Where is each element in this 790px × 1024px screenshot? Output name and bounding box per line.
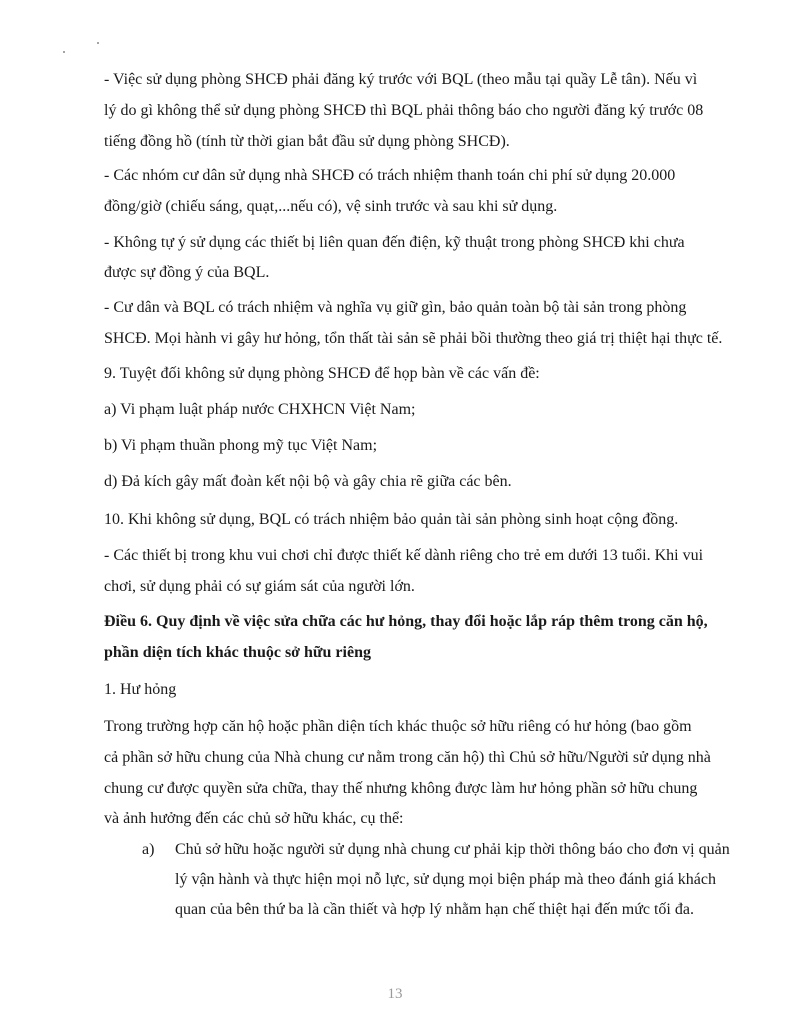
item-a-line: lý vận hành và thực hiện mọi nỗ lực, sử dụng mọi biện pháp mà theo đánh giá khách <box>175 871 717 888</box>
paragraph-line: đồng/giờ (chiếu sáng, quạt,...nếu có), vệ sinh trước và sau khi sử dụng. <box>104 198 558 215</box>
list-item: d) Đả kích gây mất đoàn kết nội bộ và gây chia rẽ giữa các bên. <box>104 473 512 490</box>
paragraph-line: - Các thiết bị trong khu vui chơi chỉ được thiết kế dành riêng cho trẻ em dưới 13 tuổi. Khi vui <box>104 547 704 564</box>
body-line: cả phần sở hữu chung của Nhà chung cư nằm trong căn hộ) thì Chủ sở hữu/Người sử dụng nhà <box>104 749 711 766</box>
page-number: 13 <box>387 986 403 1002</box>
item-a-line: quan của bên thứ ba là cần thiết và hợp lý nhằm hạn chế thiệt hại đến mức tối đa. <box>175 901 694 918</box>
list-intro: 9. Tuyệt đối không sử dụng phòng SHCĐ để họp bàn về các vấn đề: <box>104 365 540 382</box>
scan-speck <box>63 51 65 53</box>
paragraph-line: tiếng đồng hồ (tính từ thời gian bắt đầu sử dụng phòng SHCĐ). <box>104 133 510 150</box>
paragraph-line: - Các nhóm cư dân sử dụng nhà SHCĐ có trách nhiệm thanh toán chi phí sử dụng 20.000 <box>104 167 676 184</box>
paragraph-line: lý do gì không thể sử dụng phòng SHCĐ thì BQL phải thông báo cho người đăng ký trước 08 <box>104 102 704 119</box>
paragraph-line: - Cư dân và BQL có trách nhiệm và nghĩa vụ giữ gìn, bảo quản toàn bộ tài sản trong phòng <box>104 299 687 316</box>
paragraph-line: - Việc sử dụng phòng SHCĐ phải đăng ký trước với BQL (theo mẫu tại quầy Lễ tân). Nếu vì <box>104 71 698 88</box>
paragraph-line: chơi, sử dụng phải có sự giám sát của người lớn. <box>104 578 415 595</box>
article-heading: Điều 6. Quy định về việc sửa chữa các hư hỏng, thay đổi hoặc lắp ráp thêm trong căn hộ, <box>104 613 708 630</box>
body-line: chung cư được quyền sửa chữa, thay thế nhưng không được làm hư hỏng phần sở hữu chung <box>104 780 698 797</box>
item-a-line: Chủ sở hữu hoặc người sử dụng nhà chung cư phải kịp thời thông báo cho đơn vị quản <box>175 841 730 858</box>
numbered-item: 10. Khi không sử dụng, BQL có trách nhiệm bảo quản tài sản phòng sinh hoạt cộng đồng. <box>104 511 679 528</box>
item-a-label: a) <box>142 841 155 858</box>
paragraph-line: SHCĐ. Mọi hành vi gây hư hỏng, tổn thất tài sản sẽ phải bồi thường theo giá trị thiệt hại thực tế. <box>104 330 723 347</box>
scan-speck <box>97 42 99 44</box>
section-subheading: 1. Hư hỏng <box>104 681 177 698</box>
list-item: b) Vi phạm thuần phong mỹ tục Việt Nam; <box>104 437 378 454</box>
paragraph-line: - Không tự ý sử dụng các thiết bị liên quan đến điện, kỹ thuật trong phòng SHCĐ khi chưa <box>104 234 685 251</box>
paragraph-line: được sự đồng ý của BQL. <box>104 264 270 281</box>
list-item: a) Vi phạm luật pháp nước CHXHCN Việt Nam; <box>104 401 416 418</box>
article-heading: phần diện tích khác thuộc sở hữu riêng <box>104 644 371 661</box>
body-line: và ảnh hưởng đến các chủ sở hữu khác, cụ thể: <box>104 810 404 827</box>
body-line: Trong trường hợp căn hộ hoặc phần diện tích khác thuộc sở hữu riêng có hư hỏng (bao gồm <box>104 718 692 735</box>
